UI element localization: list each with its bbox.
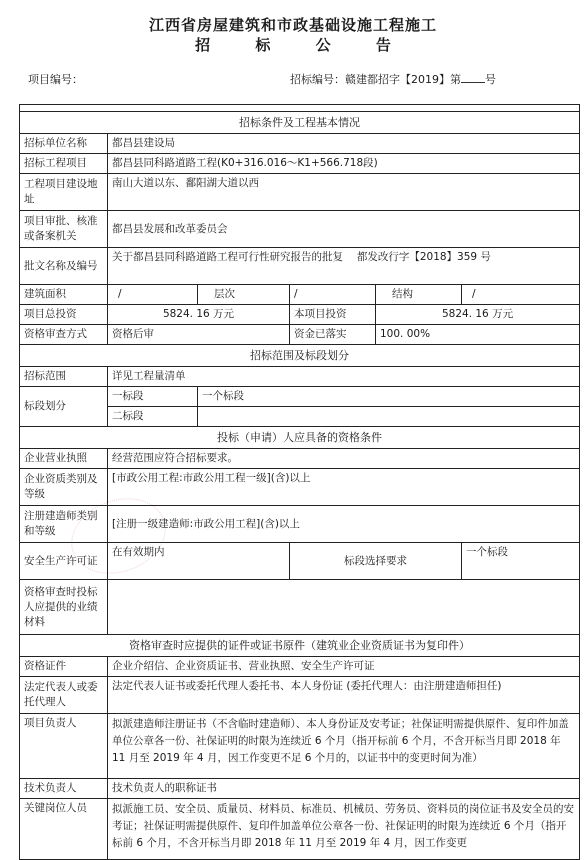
funds-value: 100. 00% <box>376 325 580 345</box>
approval-value: 关于都昌县同科路道路工程可行性研究报告的批复 都发改行字【2018】359 号 <box>108 248 580 285</box>
section-conditions: 招标条件及工程基本情况 <box>20 112 580 134</box>
legal-value: 法定代表人证书或委托代理人委托书、本人身份证 (委托代理人：由注册建造师担任) <box>108 677 580 714</box>
project-number-label: 项目编号： <box>28 73 83 86</box>
notice-table <box>19 104 580 860</box>
lots-label: 标段划分 <box>20 387 108 427</box>
floors-value: / <box>290 285 376 305</box>
license-label: 企业营业执照 <box>20 449 108 469</box>
location-label: 工程项目建设地址 <box>20 174 108 211</box>
grade-label: 企业资质类别及等级 <box>20 469 108 506</box>
funds-label: 资金已落实 <box>290 325 376 345</box>
approval-label: 批文名称及编号 <box>20 248 108 285</box>
grade-value: [市政公用工程:市政公用工程一级](含)以上 <box>108 469 580 506</box>
cert-value: 企业介绍信、企业资质证书、营业执照、安全生产许可证 <box>108 657 580 677</box>
key-label: 关键岗位人员 <box>20 799 108 860</box>
review-label: 资格审查方式 <box>20 325 108 345</box>
lot-req-value: 一个标段 <box>462 543 580 580</box>
lot1-name: 一标段 <box>108 387 198 407</box>
performance-label: 资格审查时投标人应提供的业绩材料 <box>20 580 108 635</box>
safety-label: 安全生产许可证 <box>20 543 108 580</box>
pm-value: 拟派建造师注册证书（不含临时建造师）、本人身份证及安考证；社保证明需提供原件、复印件加盖单位公章各一份、社保证明的时限为连续近 6 个月（指开标前 6 个月，不含开标当月即 2018 年 11 月至 2019 年 4 月，因工作变更不足 6 个月的，以证书中的变更时间为准） <box>108 714 580 779</box>
bid-number-label: 招标编号：赣建都招字【2019】第 <box>290 73 461 86</box>
section-scope: 招标范围及标段划分 <box>20 345 580 367</box>
area-label: 建筑面积 <box>20 285 108 305</box>
pm-label: 项目负责人 <box>20 714 108 779</box>
total-invest-value: 5824. 16 万元 <box>108 305 290 325</box>
tech-label: 技术负责人 <box>20 779 108 799</box>
license-value: 经营范围应符合招标要求。 <box>108 449 580 469</box>
approver-label: 项目审批、核准或备案机关 <box>20 211 108 248</box>
structure-value: / <box>462 285 580 305</box>
lot2-desc <box>198 407 580 427</box>
document-title: 江西省房屋建筑和市政基础设施工程施工 <box>148 16 437 34</box>
this-invest-value: 5824. 16 万元 <box>376 305 580 325</box>
range-label: 招标范围 <box>20 367 108 387</box>
review-value: 资格后审 <box>108 325 290 345</box>
total-invest-label: 项目总投资 <box>20 305 108 325</box>
floors-label: 层次 <box>198 285 290 305</box>
constructor-value: [注册一级建造师:市政公用工程](含)以上 <box>108 506 580 543</box>
lot2-name: 二标段 <box>108 407 198 427</box>
bid-number-suffix: 号 <box>485 73 496 86</box>
safety-value: 在有效期内 <box>108 543 290 580</box>
constructor-label: 注册建造师类别和等级 <box>20 506 108 543</box>
cert-label: 资格证件 <box>20 657 108 677</box>
legal-label: 法定代表人或委托代理人 <box>20 677 108 714</box>
project-name-value: 都昌县同科路道路工程(K0+316.016～K1+566.718段) <box>108 154 580 174</box>
tech-value: 技术负责人的职称证书 <box>108 779 580 799</box>
key-value: 拟派施工员、安全员、质量员、材料员、标准员、机械员、劳务员、资料员的岗位证书及安全员的安考证；社保证明需提供原件、复印件加盖单位公章各一份、社保证明的时限为连续近 6 个月（指开标前 6 个月，不含开标当月即 2018 年 11 月至 2019 年 4 月，因工作变更 <box>108 799 580 860</box>
section-qualification: 投标（申请）人应具备的资格条件 <box>20 427 580 449</box>
project-name-label: 招标工程项目 <box>20 154 108 174</box>
lot1-desc: 一个标段 <box>198 387 580 407</box>
document-subtitle: 招 标 公 告 <box>195 36 411 54</box>
this-invest-label: 本项目投资 <box>290 305 376 325</box>
lot-req-label: 标段选择要求 <box>290 543 462 580</box>
range-value: 详见工程量清单 <box>108 367 580 387</box>
performance-value <box>108 580 580 635</box>
bid-number-blank <box>461 72 485 83</box>
section-documents: 资格审查时应提供的证件或证书原件（建筑业企业资质证书为复印件） <box>20 635 580 657</box>
tenderer-value: 都昌县建设局 <box>108 134 580 154</box>
approver-value: 都昌县发展和改革委员会 <box>108 211 580 248</box>
area-value: / <box>108 285 198 305</box>
structure-label: 结构 <box>376 285 462 305</box>
location-value: 南山大道以东、鄱阳湖大道以西 <box>108 174 580 211</box>
tenderer-label: 招标单位名称 <box>20 134 108 154</box>
bid-number <box>290 71 496 87</box>
